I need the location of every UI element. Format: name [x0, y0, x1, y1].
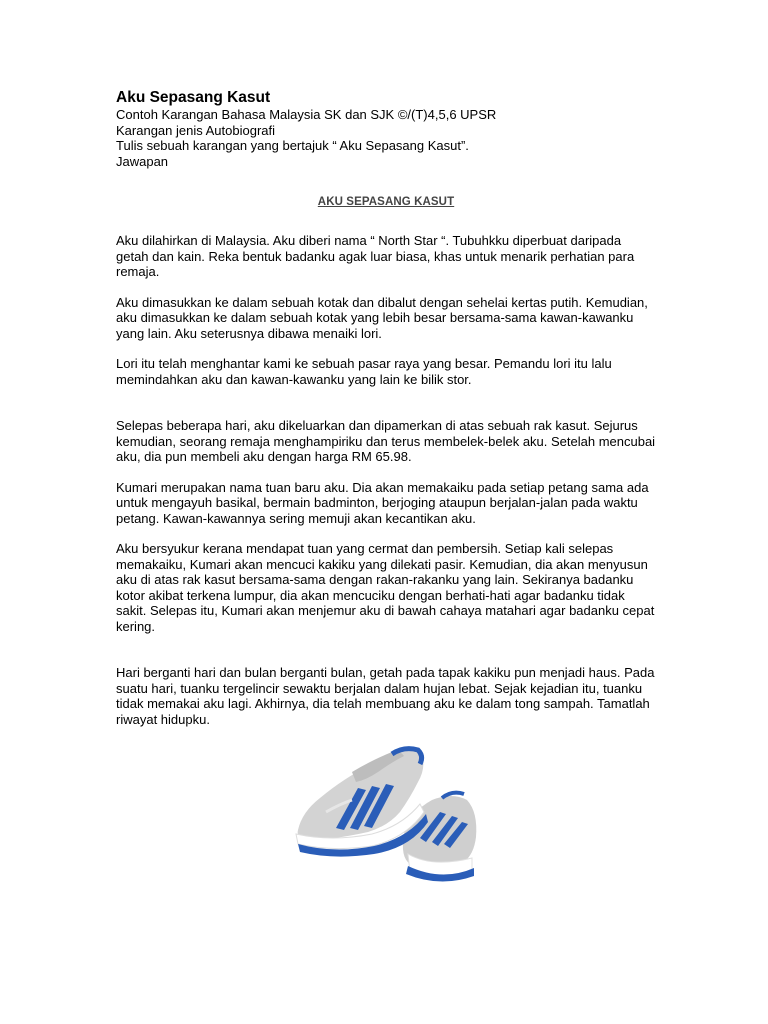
essay-paragraph-6: Aku bersyukur kerana mendapat tuan yang cermat dan pembersih. Setiap kali selepas memakaiku, Kumari akan mencuci kakiku yang dilekati pasir. Kemudian, dia akan menyusun aku di atas rak kasut bersama-sama dengan rakan-rakanku yang lain. Sekiranya badanku kotor akibat terkena lumpur, dia akan mencuciku dengan berhati-hati agar badanku tidak sakit. Selepas itu, Kumari akan menjemur aku di bawah cahaya matahari agar badanku cepat kering.	[116, 541, 655, 634]
essay-heading: AKU SEPASANG KASUT	[317, 196, 455, 208]
left-shoe-icon	[296, 747, 428, 857]
meta-line-subject: Contoh Karangan Bahasa Malaysia SK dan SJK ©/(T)4,5,6 UPSR	[116, 107, 497, 122]
meta-line-answer: Jawapan	[116, 153, 169, 169]
essay-paragraph-2: Aku dimasukkan ke dalam sebuah kotak dan dibalut dengan sehelai kertas putih. Kemudian, aku dimasukkan ke dalam sebuah kotak yang lebih besar bersama-sama kawan-kawanku yang lain. Aku seterusnya dibawa menaiki lori.	[116, 294, 648, 341]
essay-paragraph-4: Selepas beberapa hari, aku dikeluarkan dan dipamerkan di atas sebuah rak kasut. Sejurus kemudian, seorang remaja menghampiriku dan terus membelek-belek aku. Setelah mencubai aku, dia pun membeli aku dengan harga RM 65.98.	[116, 418, 656, 464]
meta-line-type: Karangan jenis Autobiografi	[116, 122, 276, 138]
meta-line-instruction: Tulis sebuah karangan yang bertajuk “ Aku Sepasang Kasut”.	[116, 138, 469, 153]
essay-paragraph-7: Hari berganti hari dan bulan berganti bulan, getah pada tapak kakiku pun menjadi haus. Pada suatu hari, tuanku tergelincir sewaktu berjalan dalam hujan lebat. Sejak kejadian itu, tuanku tidak memakai aku lagi. Akhirnya, dia telah membuang aku ke dalam tong sampah. Tamatlah riwayat hidupku.	[116, 665, 655, 727]
essay-paragraph-3: Lori itu telah menghantar kami ke sebuah pasar raya yang besar. Pemandu lori itu lalu memindahkan aku dan kawan-kawanku yang lain ke bilik stor.	[116, 356, 612, 387]
essay-paragraph-5: Kumari merupakan nama tuan baru aku. Dia akan memakaiku pada setiap petang sama ada untuk mengayuh basikal, bermain badminton, berjoging ataupun berjalan-jalan pada waktu petang. Kawan-kawannya sering memuji akan kecantikan aku.	[116, 479, 649, 526]
running-shoes-icon	[292, 742, 480, 887]
document-page	[116, 88, 656, 727]
document-title: Aku Sepasang Kasut	[116, 89, 271, 106]
essay-paragraph-1: Aku dilahirkan di Malaysia. Aku diberi nama “ North Star “. Tubuhkku diperbuat daripada getah dan kain. Reka bentuk badanku agak luar biasa, khas untuk menarik perhatian para remaja.	[116, 233, 635, 279]
